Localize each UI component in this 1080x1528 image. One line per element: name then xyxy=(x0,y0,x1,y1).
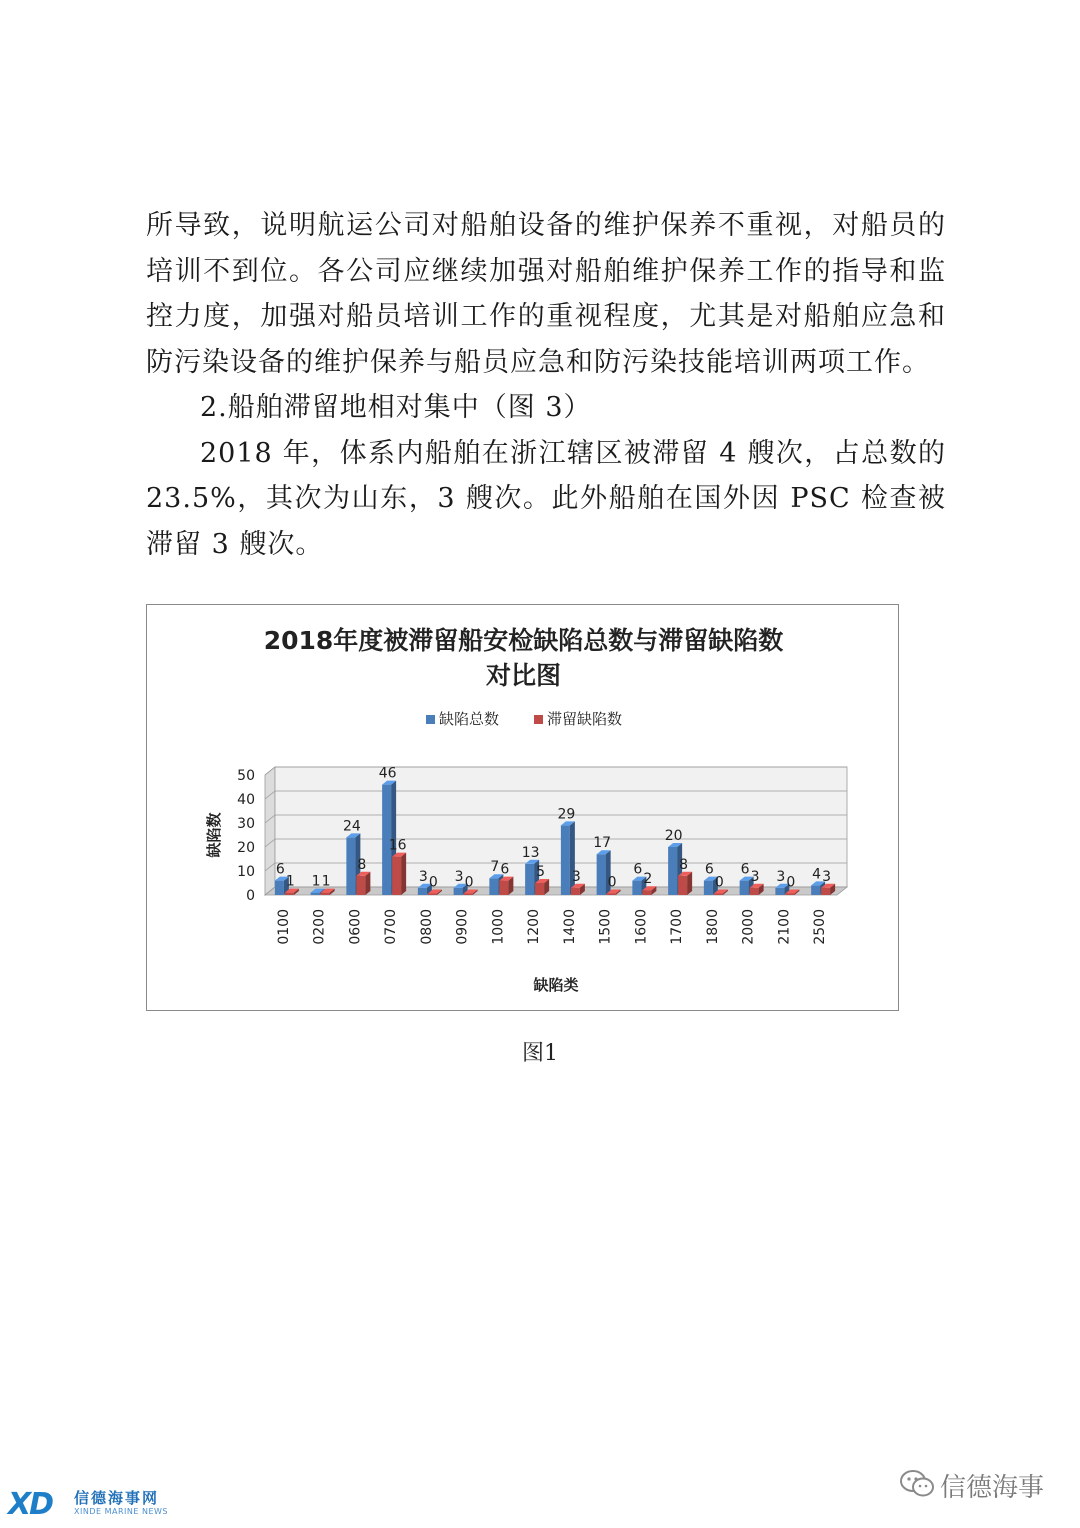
data-label: 0 xyxy=(428,874,438,891)
logo-english-name: XINDE MARINE NEWS xyxy=(74,1507,168,1516)
x-tick-label: 1000 xyxy=(490,909,507,945)
x-tick-label: 1200 xyxy=(526,909,543,945)
data-label: 16 xyxy=(388,837,407,854)
data-label: 0 xyxy=(607,874,617,891)
data-label: 0 xyxy=(714,874,724,891)
data-label: 4 xyxy=(812,866,822,883)
figure-caption: 图1 xyxy=(522,1041,558,1066)
bar xyxy=(454,888,463,895)
data-label: 20 xyxy=(664,828,683,844)
legend-label: 滞留缺陷数 xyxy=(547,710,623,728)
chart-title-line2: 对比图 xyxy=(485,661,561,690)
data-label: 3 xyxy=(418,868,428,885)
data-label: 0 xyxy=(786,874,796,891)
x-tick-label: 1600 xyxy=(633,909,650,945)
y-tick-label: 10 xyxy=(237,864,255,880)
data-label: 6 xyxy=(740,861,750,878)
data-label: 6 xyxy=(633,861,643,878)
legend-label: 缺陷总数 xyxy=(439,710,500,728)
legend-swatch xyxy=(534,715,543,724)
bar xyxy=(607,894,616,896)
bar xyxy=(811,885,820,895)
data-label: 8 xyxy=(357,856,367,873)
bar xyxy=(704,881,713,895)
bar xyxy=(740,881,749,895)
bar-side xyxy=(687,872,692,895)
data-label: 3 xyxy=(822,868,832,885)
bar xyxy=(632,881,641,895)
bar xyxy=(785,894,794,896)
body-text xyxy=(146,203,946,567)
y-tick-label: 0 xyxy=(246,888,255,904)
data-label: 3 xyxy=(750,868,760,885)
bar xyxy=(489,878,498,895)
x-tick-label: 2500 xyxy=(812,909,829,945)
x-tick-label: 1800 xyxy=(704,909,721,945)
data-label: 6 xyxy=(275,861,285,878)
data-label: 3 xyxy=(571,868,581,885)
site-logo xyxy=(6,1485,176,1523)
bar xyxy=(499,881,508,895)
x-tick-label: 0100 xyxy=(275,909,292,945)
paragraph-1: 所导致，说明航运公司对船舶设备的维护保养不重视，对船员的培训不到位。各公司应继续加强对船舶维护保养工作的指导和监控力度，加强对船员培训工作的重视程度，尤其是对船舶应急和防污染设备的维护保养与船员应急和防污染技能培训两项工作。 xyxy=(146,210,946,378)
data-label: 0 xyxy=(464,874,474,891)
data-label: 1 xyxy=(285,873,295,890)
data-label: 1 xyxy=(321,873,331,890)
x-tick-label: 0700 xyxy=(383,909,400,945)
data-label: 29 xyxy=(557,806,576,823)
watermark-text: 信德海事 xyxy=(940,1473,1045,1503)
data-label: 1 xyxy=(311,873,321,890)
bar xyxy=(642,890,651,895)
wechat-icon xyxy=(900,1469,936,1499)
data-label: 3 xyxy=(776,868,786,885)
paragraph-2: 2.船舶滞留地相对集中（图 3） xyxy=(200,392,592,423)
data-label: 6 xyxy=(500,861,510,878)
x-tick-label: 2000 xyxy=(740,909,757,945)
x-tick-label: 0200 xyxy=(311,909,328,945)
bar xyxy=(285,893,294,895)
bar xyxy=(714,894,723,896)
bar xyxy=(668,847,677,895)
bar xyxy=(678,876,687,895)
y-tick-label: 40 xyxy=(237,792,255,808)
y-axis-title: 缺陷数 xyxy=(205,812,223,858)
bar xyxy=(775,888,784,895)
y-tick-label: 30 xyxy=(237,816,255,832)
y-tick-label: 50 xyxy=(237,768,255,784)
legend-swatch xyxy=(426,715,435,724)
bar xyxy=(535,883,544,895)
data-label: 3 xyxy=(454,868,464,885)
bar xyxy=(356,876,365,895)
bar xyxy=(750,888,759,895)
bar xyxy=(321,893,330,895)
data-label: 13 xyxy=(521,844,540,861)
bar xyxy=(464,894,473,896)
data-label: 8 xyxy=(679,856,689,873)
bar xyxy=(428,894,437,896)
x-tick-label: 0600 xyxy=(347,909,364,945)
bar xyxy=(392,857,401,895)
paragraph-3: 2018 年，体系内船舶在浙江辖区被滞留 4 艘次，占总数的 23.5%，其次为山东，3 艘次。此外船舶在国外因 PSC 检查被滞留 3 艘次。 xyxy=(146,437,946,560)
bar-side xyxy=(401,853,406,895)
bar xyxy=(311,893,320,895)
bar xyxy=(346,837,355,895)
data-label: 2 xyxy=(643,871,653,888)
x-tick-label: 1500 xyxy=(597,909,614,945)
bar-chart xyxy=(147,605,900,1012)
x-tick-label: 0800 xyxy=(418,909,435,945)
bar xyxy=(597,854,606,895)
bar xyxy=(561,825,570,895)
x-tick-label: 1400 xyxy=(561,909,578,945)
bar xyxy=(275,881,284,895)
y-tick-label: 20 xyxy=(237,840,255,856)
x-tick-label: 0900 xyxy=(454,909,471,945)
data-label: 6 xyxy=(704,861,714,878)
data-label: 7 xyxy=(490,859,500,876)
x-axis-title: 缺陷类 xyxy=(533,976,579,994)
bar xyxy=(418,888,427,895)
logo-chinese-name: 信德海事网 xyxy=(74,1489,160,1507)
logo-mark: XD xyxy=(8,1487,53,1522)
data-label: 24 xyxy=(342,818,361,835)
side-wall xyxy=(265,767,275,895)
x-tick-label: 2100 xyxy=(776,909,793,945)
bar-side xyxy=(365,872,370,895)
chart-frame xyxy=(146,604,899,1011)
data-label: 46 xyxy=(378,765,397,782)
chart-title-line1: 2018年度被滞留船安检缺陷总数与滞留缺陷数 xyxy=(263,626,784,655)
bar xyxy=(571,888,580,895)
data-label: 5 xyxy=(536,864,546,880)
x-tick-label: 1700 xyxy=(669,909,686,945)
bar xyxy=(525,864,534,895)
data-label: 17 xyxy=(593,835,612,852)
bar xyxy=(821,888,830,895)
